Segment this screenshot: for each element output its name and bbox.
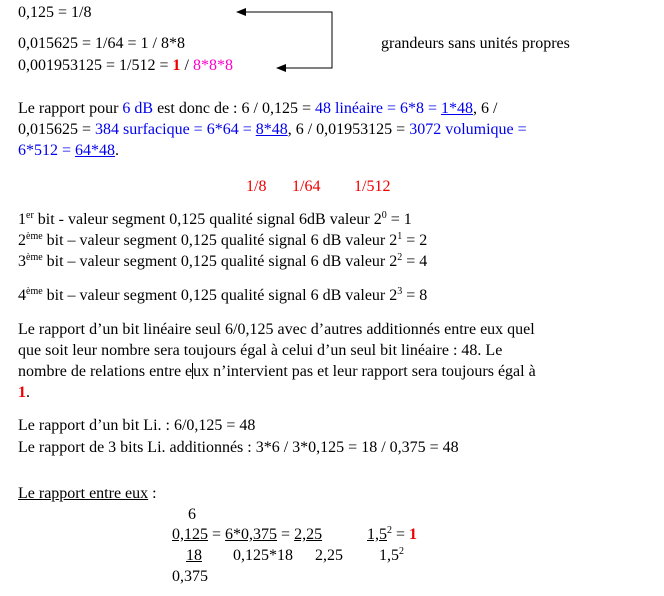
bit-line-2: 2ème bit – valeur segment 0,125 qualité signal 6 dB valeur $2^1 = 2$ [18, 231, 428, 249]
ratio-den-1: 0,125*18 [233, 547, 293, 564]
para3-line-2: Le rapport de 3 bits Li. additionnés : 3*6 / 3*0,125 = 18 / 0,375 = 48 [18, 439, 459, 456]
fraction-line-2: 0,015625 = 1/64 = 1 / 8*8 [18, 35, 185, 52]
para2-line-2: que soit leur nombre sera toujours égal à celui d’un seul bit linéaire : 48. Le [18, 342, 503, 359]
para3-line-1: Le rapport d’un bit Li. : 6/0,125 = 48 [18, 417, 256, 434]
ratio-heading: Le rapport entre eux : [18, 485, 157, 502]
para2-line-1: Le rapport d’un bit linéaire seul 6/0,125 avec d’autres additionnés entre eux quel [18, 321, 535, 338]
ratio-den-top: 18 [186, 547, 202, 564]
fraction-line-3: 0,001953125 = 1/512 = 1 / 8*8*8 [18, 57, 233, 74]
para1-line-1: Le rapport pour 6 dB est donc de : 6 / 0,125 = 48 linéaire = 6*8 = 1*48, 6 / [18, 100, 498, 117]
bit-line-4: 4ème bit – valeur segment 0,125 qualité signal 6 dB valeur $2^3 = 8$ [18, 286, 428, 304]
frac-1-8: 1/8 [246, 178, 267, 195]
para1-line-3: 6*512 = 64*48. [18, 142, 120, 159]
side-note: grandeurs sans unités propres [381, 35, 570, 52]
fraction-line-1: 0,125 = 1/8 [18, 4, 92, 21]
ratio-num-top: 6 [188, 506, 196, 523]
ratio-den-2: 2,25 [315, 547, 343, 564]
bit-line-3: 3ème bit – valeur segment 0,125 qualité signal 6 dB valeur $2^2 = 4$ [18, 252, 428, 270]
para1-line-2: 0,015625 = 384 surfacique = 6*64 = 8*48, 6 / 0,01953125 = 3072 volumique = [18, 121, 527, 138]
ratio-square: $1,5^2 = 1$ [367, 525, 418, 543]
ratio-den-bottom: 0,375 [172, 568, 208, 585]
bit-line-1: 1er bit - valeur segment 0,125 qualité signal 6dB valeur $2^0 = 1$ [18, 210, 412, 228]
para2-line-4: 1. [18, 384, 30, 401]
ratio-numerator-row: 0,125 = 6*0,375 = 2,25 [172, 526, 323, 543]
ratio-den-3: $1,5^2$ [379, 546, 404, 564]
para2-line-3: nombre de relations entre eux n’intervient pas et leur rapport sera toujours égal à [18, 363, 536, 380]
frac-1-64: 1/64 [292, 178, 321, 195]
frac-1-512: 1/512 [354, 178, 391, 195]
